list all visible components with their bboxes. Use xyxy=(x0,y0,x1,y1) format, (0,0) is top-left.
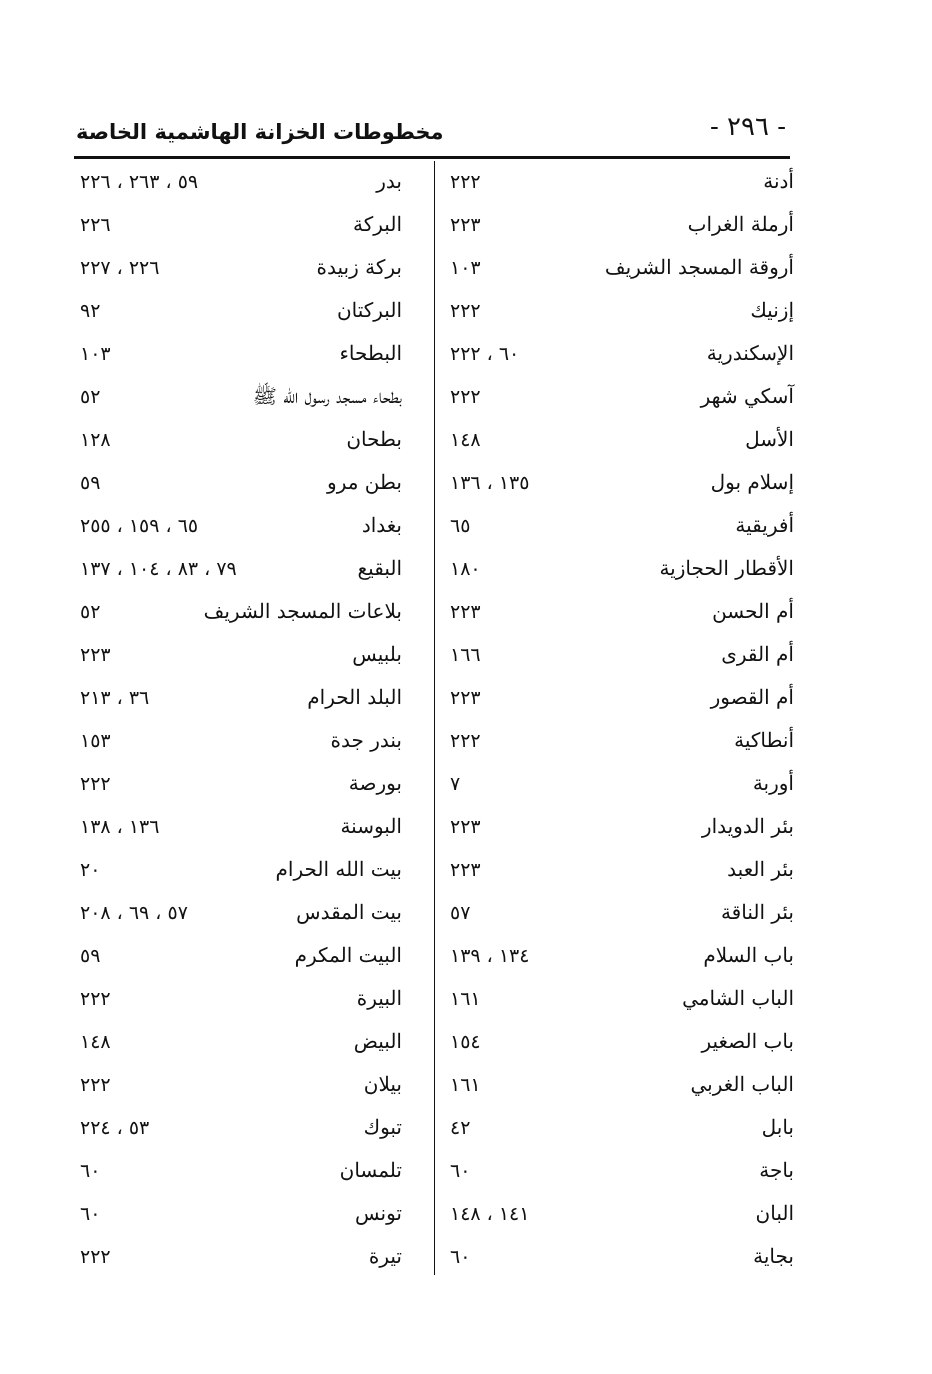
place-name: البيت المكرم xyxy=(294,943,402,967)
page-references: ٢٢٢ xyxy=(450,386,481,408)
index-entry xyxy=(444,1068,794,1111)
place-name: البقيع xyxy=(357,556,402,580)
page-header xyxy=(74,112,790,154)
page-references: ٢٠ xyxy=(80,859,101,881)
place-name: البركة xyxy=(353,212,402,236)
place-name: أدنة xyxy=(763,169,794,193)
place-name: تونس xyxy=(355,1201,402,1225)
place-name: بئر الدويدار xyxy=(701,814,794,838)
index-entry xyxy=(74,1240,424,1283)
place-name: أم الحسن xyxy=(712,599,794,623)
place-name: البركتان xyxy=(336,298,402,322)
page-references: ٢٢٣ xyxy=(450,601,481,623)
place-name: إزنيك xyxy=(750,298,794,322)
page-references: ٦٥ ، ١٥٩ ، ٢٥٥ xyxy=(80,515,199,537)
page-references: ٦٠ ، ٢٢٢ xyxy=(450,343,520,365)
page-references: ٥٩ xyxy=(80,945,101,967)
page-references: ٥٧ ، ٦٩ ، ٢٠٨ xyxy=(80,902,188,924)
place-name: بلاعات المسجد الشريف xyxy=(203,599,402,623)
place-name: أروقة المسجد الشريف xyxy=(604,255,794,279)
page-references: ٥٩ xyxy=(80,472,101,494)
page-references: ٤٢ xyxy=(450,1117,471,1139)
index-entry xyxy=(74,165,424,208)
place-name: بيت المقدس xyxy=(296,900,402,924)
place-name: تيرة xyxy=(368,1244,402,1268)
place-name: بدر xyxy=(376,169,402,193)
page-references: ٦٠ xyxy=(450,1246,471,1268)
place-name: باب الصغير xyxy=(701,1029,794,1053)
index-entry xyxy=(74,380,424,423)
index-entry xyxy=(444,552,794,595)
index-entry xyxy=(74,724,424,767)
page-references: ٥٢ xyxy=(80,601,101,623)
index-entry xyxy=(444,1111,794,1154)
page-references: ١٠٣ xyxy=(450,257,481,279)
index-entry xyxy=(444,724,794,767)
place-name: البان xyxy=(755,1201,794,1225)
place-name: بطحان xyxy=(346,427,402,451)
index-entry xyxy=(74,337,424,380)
index-entry xyxy=(74,982,424,1025)
page-references: ١٣٤ ، ١٣٩ xyxy=(450,945,530,967)
page-references: ١٤٨ xyxy=(80,1031,111,1053)
page-references: ٦٠ xyxy=(450,1160,471,1182)
index-entry xyxy=(74,595,424,638)
page-references: ١٦١ xyxy=(450,988,481,1010)
index-entry xyxy=(74,638,424,681)
index-entry xyxy=(74,423,424,466)
index-entry xyxy=(74,1197,424,1240)
page-references: ١٦٦ xyxy=(450,644,481,666)
place-name: بئر الناقة xyxy=(720,900,794,924)
page-references: ٢٢٦ ، ٢٢٧ xyxy=(80,257,160,279)
index-entry xyxy=(444,681,794,724)
page-references: ١٤٨ xyxy=(450,429,481,451)
place-name: البلد الحرام xyxy=(307,685,402,709)
place-name: باب السلام xyxy=(703,943,794,967)
index-entry xyxy=(444,896,794,939)
place-name: بجاية xyxy=(753,1244,794,1268)
page-references: ٢٢٢ xyxy=(80,988,111,1010)
page-references: ١٥٣ xyxy=(80,730,111,752)
index-entry xyxy=(74,767,424,810)
index-entry xyxy=(444,251,794,294)
page-references: ٦٠ xyxy=(80,1203,101,1225)
page-references: ٦٠ xyxy=(80,1160,101,1182)
place-name: بطحاء مسجد رسول الله ﷺ xyxy=(252,384,402,408)
page-references: ٢٢٢ xyxy=(450,300,481,322)
page-references: ٢٢٢ xyxy=(80,773,111,795)
page-references: ٢٢٢ xyxy=(80,1246,111,1268)
page-references: ٩٢ xyxy=(80,300,101,322)
place-name: باجة xyxy=(759,1158,794,1182)
place-name: بئر العبد xyxy=(727,857,794,881)
place-name: البطحاء xyxy=(339,341,402,365)
index-entry xyxy=(444,939,794,982)
page-references: ١٥٤ xyxy=(450,1031,481,1053)
page-references: ٣٦ ، ٢١٣ xyxy=(80,687,150,709)
page-references: ٢٢٢ xyxy=(80,1074,111,1096)
place-name: الإسكندرية xyxy=(706,341,794,365)
index-entry xyxy=(444,638,794,681)
header-rule xyxy=(74,156,790,159)
page-references: ١٨٠ xyxy=(450,558,481,580)
place-name: الباب الشامي xyxy=(682,986,794,1010)
index-entry xyxy=(74,294,424,337)
index-entry xyxy=(444,337,794,380)
index-entry xyxy=(74,810,424,853)
index-entry xyxy=(444,982,794,1025)
index-entry xyxy=(444,1154,794,1197)
place-name: بورصة xyxy=(348,771,402,795)
index-entry xyxy=(444,853,794,896)
place-name: أنطاكية xyxy=(734,728,794,752)
page-references: ٢٢٦ xyxy=(80,214,111,236)
index-column-right xyxy=(444,165,794,1283)
place-name: الباب الغربي xyxy=(690,1072,794,1096)
place-name: البوسنة xyxy=(340,814,402,838)
index-column-left xyxy=(74,165,424,1283)
page-references: ٧ xyxy=(450,773,461,795)
place-name: بغداد xyxy=(361,513,402,537)
place-name: آسكي شهر xyxy=(700,384,794,408)
page-references: ٥٢ xyxy=(80,386,101,408)
index-entry xyxy=(444,1025,794,1068)
index-entry xyxy=(444,208,794,251)
place-name: البيرة xyxy=(356,986,402,1010)
page-references: ٢٢٣ xyxy=(450,687,481,709)
index-entry xyxy=(444,767,794,810)
index-entry xyxy=(74,251,424,294)
place-name: أم القصور xyxy=(710,685,794,709)
page-references: ١٠٣ xyxy=(80,343,111,365)
page-references: ١٢٨ xyxy=(80,429,111,451)
place-name: أوربة xyxy=(752,771,794,795)
place-name: بطن مرو xyxy=(327,470,402,494)
book-title: مخطوطات الخزانة الهاشمية الخاصة xyxy=(76,120,444,144)
place-name: بابل xyxy=(761,1115,794,1139)
page-references: ٢٢٣ xyxy=(80,644,111,666)
index-entry xyxy=(74,853,424,896)
index-entry xyxy=(444,423,794,466)
page-references: ٢٢٣ xyxy=(450,816,481,838)
place-name: أفريقية xyxy=(735,513,794,537)
index-entry xyxy=(74,896,424,939)
index-entry xyxy=(74,939,424,982)
index-entry xyxy=(74,681,424,724)
column-divider xyxy=(434,161,435,1275)
page-references: ٧٩ ، ٨٣ ، ١٠٤ ، ١٣٧ xyxy=(80,558,237,580)
place-name: إسلام بول xyxy=(710,470,794,494)
page-references: ٥٩ ، ٢٦٣ ، ٢٢٦ xyxy=(80,171,199,193)
index-entry xyxy=(444,509,794,552)
index-entry xyxy=(74,1025,424,1068)
index-entry xyxy=(74,552,424,595)
place-name: الأسل xyxy=(745,427,794,451)
index-entry xyxy=(444,294,794,337)
page-references: ٥٣ ، ٢٢٤ xyxy=(80,1117,150,1139)
index-entry xyxy=(444,1197,794,1240)
page-references: ٢٢٣ xyxy=(450,214,481,236)
place-name: بركة زبيدة xyxy=(316,255,402,279)
page-references: ٢٢٢ xyxy=(450,171,481,193)
index-entry xyxy=(74,509,424,552)
place-name: بيت الله الحرام xyxy=(275,857,402,881)
index-entry xyxy=(74,466,424,509)
page-number: - ٢٩٦ - xyxy=(709,112,786,142)
place-name: بندر جدة xyxy=(330,728,402,752)
place-name: الأقطار الحجازية xyxy=(659,556,794,580)
place-name: أرملة الغراب xyxy=(687,212,794,236)
page-references: ٢٢٢ xyxy=(450,730,481,752)
place-name: تلمسان xyxy=(339,1158,402,1182)
place-name: بلبيس xyxy=(352,642,402,666)
place-name: البيض xyxy=(353,1029,402,1053)
index-entry xyxy=(74,1068,424,1111)
place-name: بيلان xyxy=(363,1072,402,1096)
page-references: ١٦١ xyxy=(450,1074,481,1096)
page-references: ٥٧ xyxy=(450,902,471,924)
index-entry xyxy=(444,466,794,509)
page-references: ١٣٦ ، ١٣٨ xyxy=(80,816,160,838)
index-entry xyxy=(444,595,794,638)
index-entry xyxy=(444,810,794,853)
index-entry xyxy=(444,380,794,423)
page-references: ٢٢٣ xyxy=(450,859,481,881)
index-entry xyxy=(74,1111,424,1154)
index-entry xyxy=(74,1154,424,1197)
index-entry xyxy=(444,1240,794,1283)
index-entry xyxy=(74,208,424,251)
place-name: تبوك xyxy=(363,1115,402,1139)
page-references: ١٤١ ، ١٤٨ xyxy=(450,1203,530,1225)
page-references: ٦٥ xyxy=(450,515,471,537)
page-references: ١٣٥ ، ١٣٦ xyxy=(450,472,530,494)
index-entry xyxy=(444,165,794,208)
place-name: أم القرى xyxy=(721,642,794,666)
